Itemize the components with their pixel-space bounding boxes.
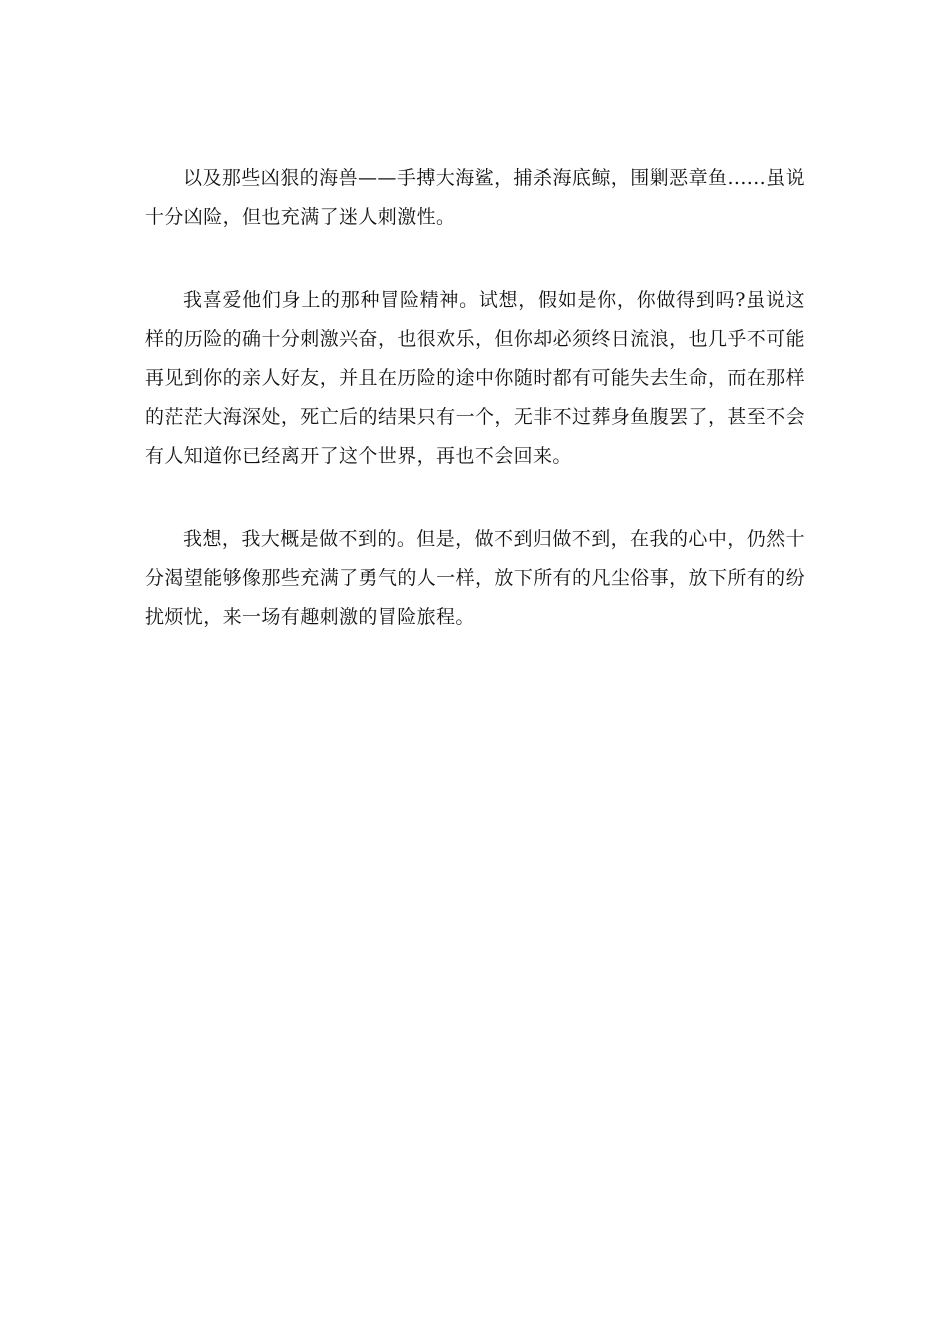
paragraph: 以及那些凶狠的海兽——手搏大海鲨，捕杀海底鲸，围剿恶章鱼......虽说十分凶险，但也充满了迷人刺激性。 (145, 167, 805, 228)
document-body (145, 159, 805, 681)
paragraph: 我想，我大概是做不到的。但是，做不到归做不到，在我的心中，仍然十分渴望能够像那些充满了勇气的人一样，放下所有的凡尘俗事，放下所有的纷扰烦忧，来一场有趣刺激的冒险旅程。 (145, 528, 805, 628)
paragraph: 我喜爱他们身上的那种冒险精神。试想，假如是你，你做得到吗?虽说这样的历险的确十分刺激兴奋，也很欢乐，但你却必须终日流浪，也几乎不可能再见到你的亲人好友，并且在历险的途中你随时都有可能失去生命，而在那样的茫茫大海深处，死亡后的结果只有一个，无非不过葬身鱼腹罢了，甚至不会有人知道你已经离开了这个世界，再也不会回来。 (145, 289, 805, 467)
